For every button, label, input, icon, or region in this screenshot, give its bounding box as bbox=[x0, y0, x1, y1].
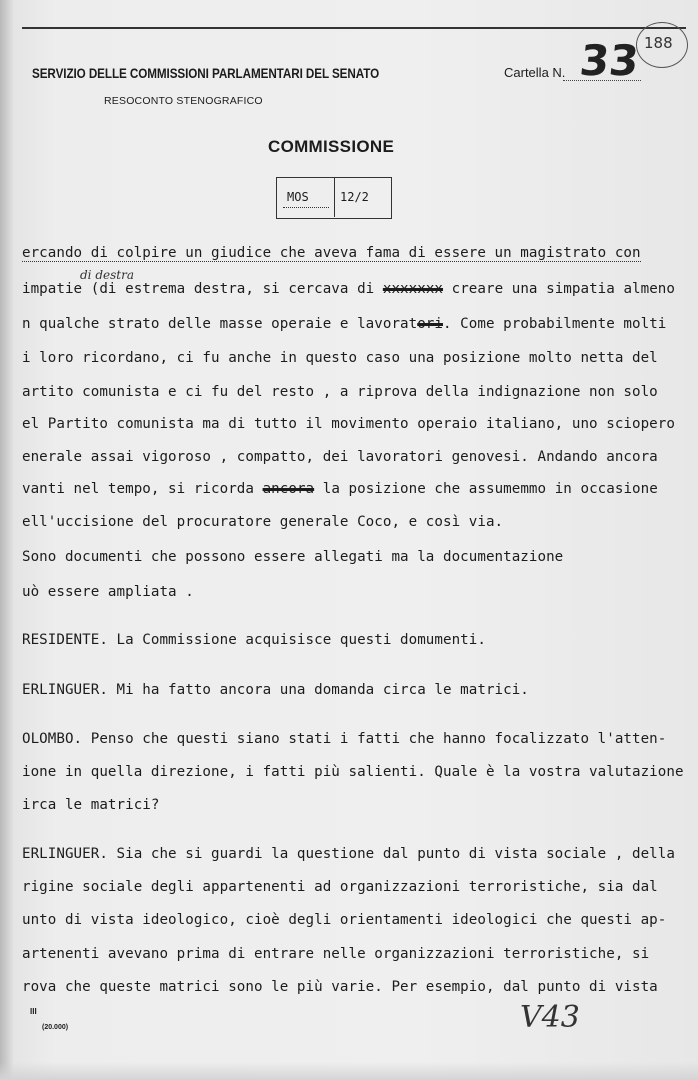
line-text: unto di vista ideologico, cioè degli orientamenti ideologici che questi ap- bbox=[22, 912, 667, 928]
line-text: uò essere ampliata . bbox=[22, 584, 194, 600]
service-heading: SERVIZIO DELLE COMMISSIONI PARLAMENTARI DEL SENATO bbox=[32, 66, 380, 81]
code-divider bbox=[334, 177, 335, 217]
code-dotted-underline bbox=[283, 207, 329, 208]
transcript-line bbox=[22, 549, 563, 565]
line-text: artenenti avevano prima di entrare nelle organizzazioni terroristiche, si bbox=[22, 946, 650, 962]
line-text: OLOMBO. Penso che questi siano stati i fatti che hanno focalizzato l'atten- bbox=[22, 731, 667, 747]
transcript-line bbox=[22, 946, 649, 962]
line-text: artito comunista e ci fu del resto , a riprova della indignazione non solo bbox=[22, 384, 658, 400]
line-text: ERLINGUER. Mi ha fatto ancora una domanda circa le matrici. bbox=[22, 682, 529, 698]
cartella-label: Cartella N. bbox=[504, 65, 566, 80]
transcript-line bbox=[22, 846, 675, 862]
transcript-line bbox=[22, 316, 666, 332]
transcript-line bbox=[22, 350, 658, 366]
line-text: . Come probabilmente molti bbox=[443, 316, 667, 332]
page-stamp-number: 188 bbox=[644, 34, 673, 52]
transcript-line bbox=[22, 481, 658, 497]
transcript-line bbox=[22, 731, 666, 747]
resoconto-subtitle: RESOCONTO STENOGRAFICO bbox=[104, 95, 263, 107]
scan-bottom-edge bbox=[0, 1062, 698, 1080]
line-text: Sono documenti che possono essere allegati ma la documentazione bbox=[22, 549, 564, 565]
line-text: enerale assai vigoroso , compatto, dei lavoratori genovesi. Andando ancora bbox=[22, 449, 658, 465]
transcript-line bbox=[22, 797, 159, 813]
top-rule bbox=[22, 27, 686, 29]
line-text: impatie (di estrema destra, si cercava di bbox=[22, 281, 383, 297]
line-text: el Partito comunista ma di tutto il movimento operaio italiano, uno sciopero bbox=[22, 416, 675, 432]
transcript-line bbox=[22, 281, 675, 297]
transcript-line bbox=[22, 682, 529, 698]
line-text: ERLINGUER. Sia che si guardi la questione dal punto di vista sociale , della bbox=[22, 846, 675, 862]
transcript-line bbox=[22, 416, 675, 432]
transcript-line bbox=[22, 764, 684, 780]
code-right: 12/2 bbox=[340, 190, 369, 204]
transcript-line bbox=[22, 912, 666, 928]
line-text: vanti nel tempo, si ricorda bbox=[22, 481, 263, 497]
scan-shadow bbox=[0, 0, 14, 1080]
transcript-line bbox=[22, 879, 658, 895]
transcript-line bbox=[22, 632, 486, 648]
struck-text: ancora bbox=[262, 481, 315, 497]
transcript-line bbox=[22, 514, 503, 530]
line-text: rigine sociale degli appartenenti ad organizzazioni terroristiche, sia dal bbox=[22, 879, 658, 895]
footer-print-run: (20.000) bbox=[42, 1024, 69, 1031]
handwritten-note: di destra bbox=[80, 268, 134, 282]
handwritten-initials: V43 bbox=[520, 1000, 580, 1035]
transcript-line bbox=[22, 449, 658, 465]
footer-code: III bbox=[30, 1007, 37, 1016]
transcript-line bbox=[22, 979, 658, 995]
line-text: rova che queste matrici sono le più varie. Per esempio, dal punto di vista bbox=[22, 979, 658, 995]
line-text: i loro ricordano, ci fu anche in questo caso una posizione molto netta del bbox=[22, 350, 658, 366]
code-left: MOS bbox=[287, 190, 309, 204]
line-text: ell'uccisione del procuratore generale Coco, e così via. bbox=[22, 514, 504, 530]
struck-text: ori bbox=[417, 316, 443, 332]
cartella-number: 33 bbox=[577, 36, 642, 85]
line-text: RESIDENTE. La Commissione acquisisce questi domumenti. bbox=[22, 632, 486, 648]
transcript-line bbox=[22, 584, 194, 600]
line-text: ercando di colpire un giudice che aveva fama di essere un magistrato con bbox=[22, 245, 641, 261]
line-text: n qualche strato delle masse operaie e lavorat bbox=[22, 316, 418, 332]
line-text: la posizione che assumemmo in occasione bbox=[314, 481, 658, 497]
line-text: creare una simpatia almeno bbox=[443, 281, 675, 297]
transcript-line bbox=[22, 245, 641, 262]
transcript-line bbox=[22, 384, 658, 400]
page-title: COMMISSIONE bbox=[268, 137, 395, 156]
line-text: ione in quella direzione, i fatti più salienti. Quale è la vostra valutazione bbox=[22, 764, 684, 780]
struck-text: xxxxxxx bbox=[382, 281, 444, 297]
line-text: irca le matrici? bbox=[22, 797, 160, 813]
